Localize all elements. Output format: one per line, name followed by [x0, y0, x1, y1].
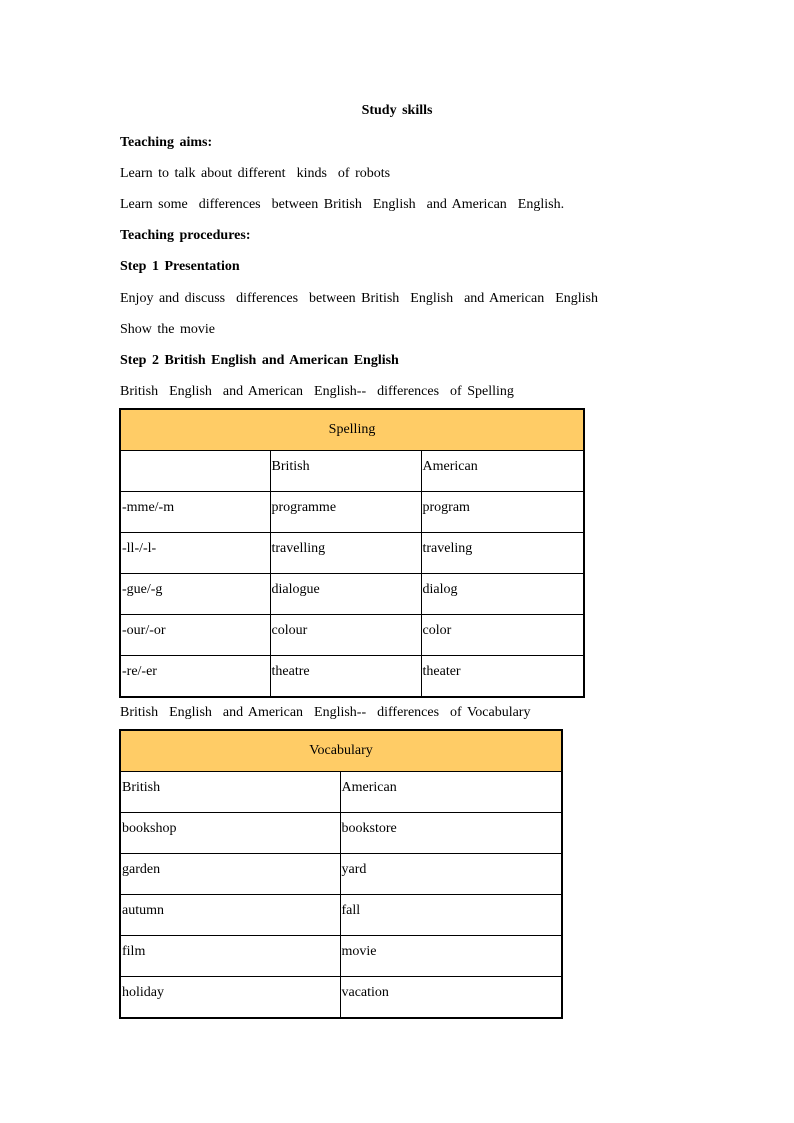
aim-line: Learn to talk about different kinds of robots	[120, 166, 391, 181]
aim-line: Learn some differences between British English and American English.	[120, 197, 565, 212]
table-cell: bookstore	[340, 813, 562, 854]
table-column-header: American	[340, 772, 562, 813]
table-row	[120, 772, 562, 813]
table-row	[120, 533, 584, 574]
table-cell: holiday	[120, 977, 340, 1019]
table-row	[120, 492, 584, 533]
table-row	[120, 895, 562, 936]
table-cell: autumn	[120, 895, 340, 936]
table-column-header: British	[270, 451, 421, 492]
table-cell: colour	[270, 615, 421, 656]
table-cell: color	[421, 615, 584, 656]
table-cell: travelling	[270, 533, 421, 574]
table-row	[120, 977, 562, 1019]
table-row	[120, 451, 584, 492]
table-cell: movie	[340, 936, 562, 977]
vocabulary-table	[119, 729, 563, 1019]
table-cell: bookshop	[120, 813, 340, 854]
table-row	[120, 574, 584, 615]
spelling-intro: British English and American English-- differences of Spelling	[120, 384, 514, 399]
vocab-intro: British English and American English-- differences of Vocabulary	[120, 705, 531, 720]
vocabulary-table-header: Vocabulary	[120, 730, 562, 772]
table-cell: vacation	[340, 977, 562, 1019]
table-cell	[120, 451, 270, 492]
table-cell: garden	[120, 854, 340, 895]
table-cell: -ll-/-l-	[120, 533, 270, 574]
table-row	[120, 936, 562, 977]
step1-line: Show the movie	[120, 322, 215, 337]
step1-line: Enjoy and discuss differences between British English and American English	[120, 291, 598, 306]
table-header-row	[120, 730, 562, 772]
table-cell: film	[120, 936, 340, 977]
table-header-row	[120, 409, 584, 451]
table-cell: -gue/-g	[120, 574, 270, 615]
table-column-header: British	[120, 772, 340, 813]
table-cell: traveling	[421, 533, 584, 574]
table-cell: dialog	[421, 574, 584, 615]
table-column-header: American	[421, 451, 584, 492]
table-cell: theatre	[270, 656, 421, 698]
procedures-heading: Teaching procedures:	[120, 228, 251, 243]
table-row	[120, 854, 562, 895]
page-title: Study skills	[361, 103, 433, 118]
table-cell: program	[421, 492, 584, 533]
table-cell: dialogue	[270, 574, 421, 615]
table-cell: theater	[421, 656, 584, 698]
table-cell: -mme/-m	[120, 492, 270, 533]
table-row	[120, 813, 562, 854]
table-row	[120, 615, 584, 656]
step2-heading: Step 2 British English and American English	[120, 353, 399, 368]
teaching-aims-heading: Teaching aims:	[120, 135, 213, 150]
table-cell: yard	[340, 854, 562, 895]
step1-heading: Step 1 Presentation	[120, 259, 240, 274]
table-cell: -our/-or	[120, 615, 270, 656]
table-cell: fall	[340, 895, 562, 936]
spelling-table-header: Spelling	[120, 409, 584, 451]
table-cell: -re/-er	[120, 656, 270, 698]
table-cell: programme	[270, 492, 421, 533]
table-row	[120, 656, 584, 698]
spelling-table	[119, 408, 585, 698]
